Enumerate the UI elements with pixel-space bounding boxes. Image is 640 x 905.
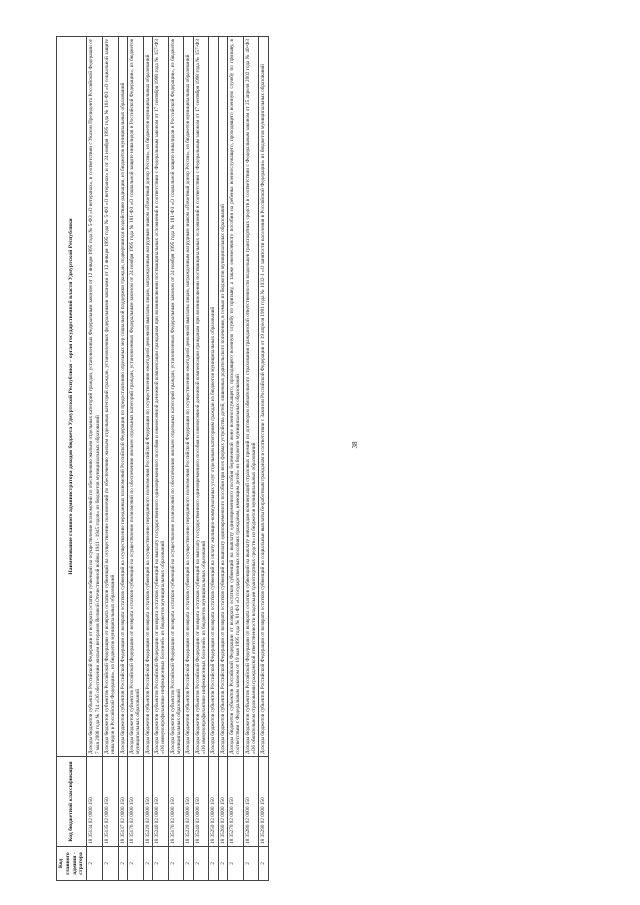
table-row	[209, 37, 218, 881]
table-row	[243, 37, 259, 881]
table-row	[218, 37, 227, 881]
table-body	[87, 37, 269, 881]
header-admin-code: Код главного админи - стратора	[57, 847, 87, 881]
budget-code-cell: 18 35250 02 0000 150	[209, 757, 218, 847]
budget-code-cell: 18 35135 02 0000 150	[102, 757, 118, 847]
table-row	[87, 37, 103, 881]
revenue-name-cell: Доходы бюджетов субъектов Российской Федерации от возврата остатков субвенций на выплату государственного единовременного пособия и ежемесячной денежной компенсации гражданам при возникновении поствакцинальных осложнений в соответствии с Федеральным законом от 17 сентября 1998 года № 157-ФЗ «Об иммунопрофилактике инфекционных болезней» из бюджетов муниципальных образований	[153, 37, 169, 757]
table-header-row	[57, 37, 87, 881]
table-row	[259, 37, 268, 881]
admin-code-cell: 2	[243, 847, 259, 881]
admin-code-cell: 2	[209, 847, 218, 881]
revenue-name-cell: Доходы бюджетов субъектов Российской Федерации от возврата остатков субвенций на выплату инвалидам компенсаций страховых премий по договорам обязательного страхования гражданской ответственности владельцев транспортных средств в соответствии с Федеральным законом от 25 апреля 2002 года № 40-ФЗ «Об обязательном страховании гражданской ответственности владельцев транспортных средств» из бюджетов муниципальных образований	[243, 37, 259, 757]
revenue-name-cell: Доходы бюджетов субъектов Российской Федерации от возврата остатков субвенций на осуществление полномочий по обеспечению жильем отдельных категорий граждан, установленных Федеральным законом от 24 ноября 1995 года № 181-ФЗ «О социальной защите инвалидов в Российской Федерации», из бюджетов муниципальных образований	[127, 37, 143, 757]
revenue-name-cell: Доходы бюджетов субъектов Российской Федерации от возврата остатков субвенций на выплату единовременного пособия при всех формах устройства детей, лишенных родительского попечения, в семью из бюджетов муниципальных образований	[218, 37, 227, 757]
header-administrator-name: Наименование главного администратора доходов бюджета Удмуртской Республики – орган государственной власти Удмуртской Республики	[57, 37, 87, 757]
revenue-name-cell: Доходы бюджетов субъектов Российской Федерации от возврата остатков субвенций на выплату единовременного пособия беременной жене военнослужащего, проходящего военную службу по призыву, а также ежемесячного пособия на ребенка военнослужащего, проходящего военную службу по призыву, в соответствии с Федеральным законом от 19 мая 1995 года № 81-ФЗ «О государственных пособиях гражданам, имеющим детей» из бюджетов муниципальных образований	[228, 37, 244, 757]
page-number: 38	[351, 441, 359, 449]
admin-code-cell: 2	[168, 847, 184, 881]
rotated-table-container	[56, 37, 594, 881]
budget-code-cell: 18 35176 02 0000 150	[168, 757, 184, 847]
admin-code-cell: 2	[87, 847, 103, 881]
header-budget-code: Код бюджетной классификации	[57, 757, 87, 847]
table-row	[193, 37, 209, 881]
budget-code-cell: 18 35240 02 0000 150	[153, 757, 169, 847]
table-row	[228, 37, 244, 881]
revenue-name-cell: Доходы бюджетов субъектов Российской Федерации от возврата остатков субвенций на осуществление переданного полномочия Российской Федерации по осуществлению ежегодной денежной выплаты лицам, награжденным нагрудным знаком «Почетный донор России», из бюджетов муниципальных образований	[184, 37, 193, 757]
admin-code-cell: 2	[193, 847, 209, 881]
budget-code-cell: 18 35240 02 0000 150	[193, 757, 209, 847]
admin-code-cell: 2	[228, 847, 244, 881]
budget-code-cell: 18 35270 02 0000 150	[228, 757, 244, 847]
table-row	[127, 37, 143, 881]
revenue-name-cell: Доходы бюджетов субъектов Российской Федерации от возврата остатков субвенций на осуществление полномочий по обеспечению жильем отдельных категорий граждан, установленных федеральными законами от 12 января 1995 года № 5-ФЗ «О ветеранах» и от 24 ноября 1995 года № 181-ФЗ «О социальной защите инвалидов в Российской Федерации», из бюджетов муниципальных образований	[102, 37, 118, 757]
table-row	[153, 37, 169, 881]
table-row	[143, 37, 152, 881]
revenue-name-cell: Доходы бюджетов субъектов Российской Федерации от возврата остатков субвенций на выплату государственного единовременного пособия и ежемесячной денежной компенсации гражданам при возникновении поствакцинальных осложнений в соответствии с Федеральным законом от 17 сентября 1998 года № 157-ФЗ «Об иммунопрофилактике инфекционных болезней» из бюджетов муниципальных образований	[193, 37, 209, 757]
revenue-codes-table	[56, 36, 269, 881]
table-row	[168, 37, 184, 881]
admin-code-cell: 2	[102, 847, 118, 881]
admin-code-cell: 2	[259, 847, 268, 881]
budget-code-cell: 18 35134 02 0000 150	[87, 757, 103, 847]
budget-code-cell: 18 35137 02 0000 150	[118, 757, 127, 847]
table-row	[102, 37, 118, 881]
admin-code-cell: 2	[218, 847, 227, 881]
revenue-name-cell: Доходы бюджетов субъектов Российской Федерации от возврата остатков субвенций на оплату жилищно-коммунальных услуг отдельным категориям граждан из бюджетов муниципальных образований	[209, 37, 218, 757]
admin-code-cell: 2	[184, 847, 193, 881]
revenue-name-cell: Доходы бюджетов субъектов Российской Федерации от возврата остатков субвенций на осуществление полномочий по обеспечению жильем отдельных категорий граждан, установленных Федеральным законом от 12 января 1995 года № 5-ФЗ «О ветеранах», в соответствии с Указом Президента Российской Федерации от 7 мая 2008 года № 714 «Об обеспечении жильем ветеранов Великой Отечественной войны 1941 - 1945 годов» из бюджетов муниципальных образований	[87, 37, 103, 757]
budget-code-cell: 18 35280 02 0000 150	[243, 757, 259, 847]
table-row	[118, 37, 127, 881]
admin-code-cell: 2	[127, 847, 143, 881]
budget-code-cell: 18 35176 02 0000 150	[127, 757, 143, 847]
budget-code-cell: 18 35260 02 0000 150	[218, 757, 227, 847]
revenue-name-cell: Доходы бюджетов субъектов Российской Федерации от возврата остатков субвенций на осуществление переданного полномочия Российской Федерации по осуществлению ежегодной денежной выплаты лицам, награжденным нагрудным знаком «Почетный донор России», из бюджетов муниципальных образований	[143, 37, 152, 757]
revenue-name-cell: Доходы бюджетов субъектов Российской Федерации от возврата остатков субвенций на социальные выплаты безработным гражданам в соответствии с Законом Российской Федерации от 19 апреля 1991 года № 1032-1 «О занятости населения в Российской Федерации» из бюджетов муниципальных образований	[259, 37, 268, 757]
budget-code-cell: 18 35290 02 0000 150	[259, 757, 268, 847]
admin-code-cell: 2	[143, 847, 152, 881]
admin-code-cell: 2	[118, 847, 127, 881]
table-row	[184, 37, 193, 881]
budget-code-cell: 18 35220 02 0000 150	[184, 757, 193, 847]
revenue-name-cell: Доходы бюджетов субъектов Российской Федерации от возврата остатков субвенций на осуществление переданных полномочий Российской Федерации по предоставлению отдельных мер социальной поддержки граждан, подвергшихся воздействию радиации, из бюджетов муниципальных образований	[118, 37, 127, 757]
budget-code-cell: 18 35220 02 0000 150	[143, 757, 152, 847]
revenue-name-cell: Доходы бюджетов субъектов Российской Федерации от возврата остатков субвенций на осуществление полномочий по обеспечению жильем отдельных категорий граждан, установленных Федеральным законом от 24 ноября 1995 года № 181-ФЗ «О социальной защите инвалидов в Российской Федерации», из бюджетов муниципальных образований	[168, 37, 184, 757]
admin-code-cell: 2	[153, 847, 169, 881]
